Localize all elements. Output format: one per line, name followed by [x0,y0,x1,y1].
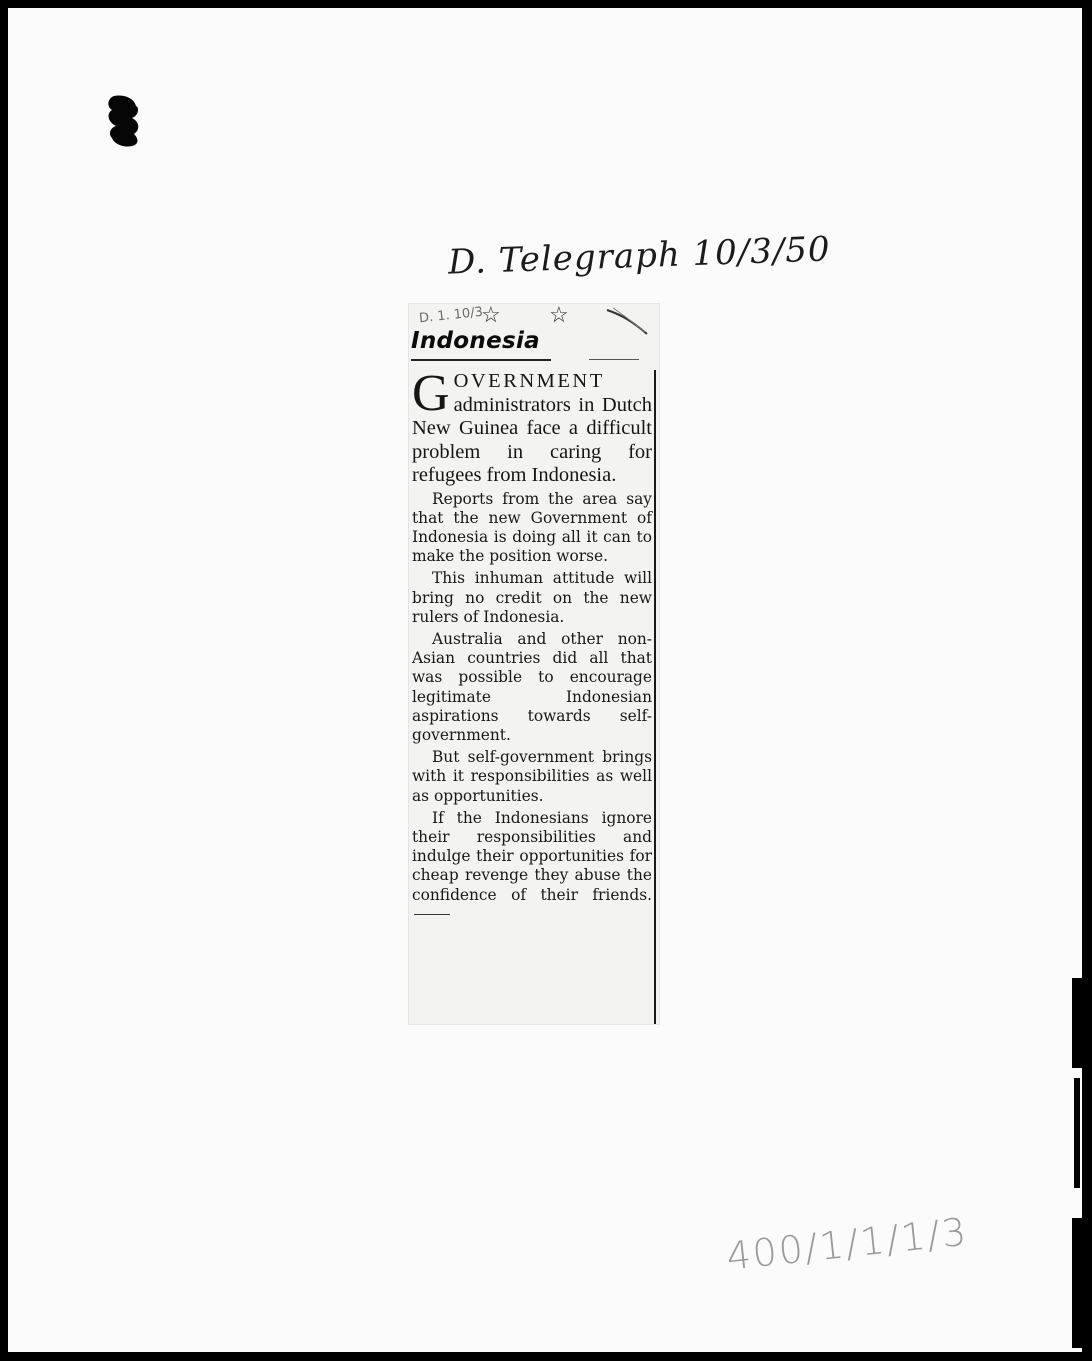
column-rule [654,370,656,1024]
flourish-mark [605,306,649,336]
newspaper-clipping [409,304,659,1024]
binder-clip-mark [100,94,144,148]
article-paragraph: Reports from the area say that the new Government of Indonesia is doing all it can to make the position worse. [412,489,652,566]
end-rule [414,914,450,915]
article-paragraph [412,809,652,924]
handwritten-source-note: D. Telegraph 10/3/50 [447,229,832,283]
clipping-date-stamp: D. 1. 10/3 [418,304,484,327]
lead-text: administrators in Dutch New Guinea face a difficult problem in caring for refugees from Indonesia. [412,393,652,486]
lead-paragraph [412,365,652,488]
article-paragraph: Australia and other non-Asian countries did all that was possible to encourage legitimate Indonesian aspirations towards self-government. [412,629,652,744]
article-paragraph: But self-government brings with it responsibilities as well as opportunities. [412,748,652,805]
last-paragraph-text: If the Indonesians ignore their responsibilities and indulge their opportunities for cheap revenge they abuse the confidence of their friends. [412,808,652,904]
lead-first-word: OVERNMENT [453,370,605,392]
headline-rule [589,359,639,360]
edge-tab [1072,978,1082,1068]
drop-cap: G [412,365,450,422]
headline-rule [411,359,551,361]
star-icon: ☆ [481,302,501,327]
edge-tab [1074,1078,1080,1188]
handwritten-reference-number: 400/1/1/1/3 [724,1209,971,1279]
edge-tab [1072,1218,1082,1348]
article-headline: Indonesia [411,328,540,354]
star-icon: ☆ [549,302,569,327]
article-body [412,365,652,927]
article-paragraph: This inhuman attitude will bring no credit on the new rulers of Indonesia. [412,569,652,626]
